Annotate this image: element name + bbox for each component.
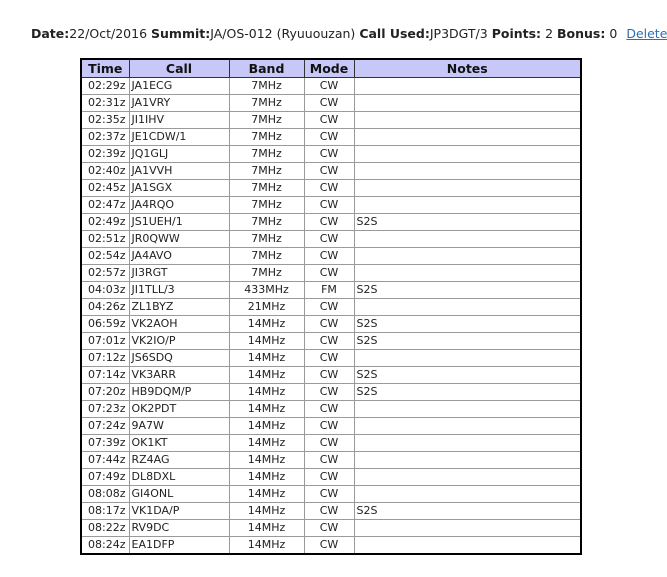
table-row bbox=[81, 469, 581, 486]
cell-band: 7MHz bbox=[229, 129, 304, 146]
cell-mode: CW bbox=[304, 146, 354, 163]
cell-time: 07:44z bbox=[81, 452, 129, 469]
cell-mode: CW bbox=[304, 95, 354, 112]
cell-call: RV9DC bbox=[129, 520, 229, 537]
cell-band: 14MHz bbox=[229, 367, 304, 384]
table-row bbox=[81, 350, 581, 367]
cell-band: 14MHz bbox=[229, 350, 304, 367]
cell-band: 7MHz bbox=[229, 265, 304, 282]
table-row bbox=[81, 299, 581, 316]
cell-time: 08:22z bbox=[81, 520, 129, 537]
table-row bbox=[81, 435, 581, 452]
cell-call: RZ4AG bbox=[129, 452, 229, 469]
cell-time: 07:39z bbox=[81, 435, 129, 452]
column-header-band: Band bbox=[229, 59, 304, 78]
cell-notes bbox=[354, 469, 581, 486]
cell-mode: CW bbox=[304, 469, 354, 486]
cell-notes bbox=[354, 112, 581, 129]
table-row bbox=[81, 231, 581, 248]
cell-time: 04:26z bbox=[81, 299, 129, 316]
cell-call: HB9DQM/P bbox=[129, 384, 229, 401]
column-header-call: Call bbox=[129, 59, 229, 78]
column-header-mode: Mode bbox=[304, 59, 354, 78]
cell-call: 9A7W bbox=[129, 418, 229, 435]
cell-notes: S2S bbox=[354, 384, 581, 401]
cell-notes bbox=[354, 520, 581, 537]
cell-mode: CW bbox=[304, 112, 354, 129]
table-row bbox=[81, 333, 581, 350]
date-value: 22/Oct/2016 bbox=[69, 26, 148, 41]
table-body bbox=[81, 78, 581, 555]
table-row bbox=[81, 282, 581, 299]
cell-call: OK1KT bbox=[129, 435, 229, 452]
cell-call: JS6SDQ bbox=[129, 350, 229, 367]
cell-mode: CW bbox=[304, 180, 354, 197]
cell-band: 7MHz bbox=[229, 180, 304, 197]
cell-mode: CW bbox=[304, 435, 354, 452]
bonus-label: Bonus: bbox=[557, 26, 606, 41]
table-row bbox=[81, 248, 581, 265]
cell-time: 02:47z bbox=[81, 197, 129, 214]
table-row bbox=[81, 129, 581, 146]
cell-band: 7MHz bbox=[229, 231, 304, 248]
cell-notes: S2S bbox=[354, 214, 581, 231]
cell-band: 433MHz bbox=[229, 282, 304, 299]
cell-notes bbox=[354, 78, 581, 95]
cell-call: EA1DFP bbox=[129, 537, 229, 555]
cell-notes bbox=[354, 435, 581, 452]
cell-time: 02:49z bbox=[81, 214, 129, 231]
cell-time: 07:23z bbox=[81, 401, 129, 418]
bonus-value: 0 bbox=[609, 26, 618, 41]
cell-notes bbox=[354, 401, 581, 418]
cell-notes: S2S bbox=[354, 282, 581, 299]
cell-time: 02:35z bbox=[81, 112, 129, 129]
cell-time: 07:14z bbox=[81, 367, 129, 384]
table-header-row bbox=[81, 59, 581, 78]
cell-notes bbox=[354, 163, 581, 180]
cell-mode: CW bbox=[304, 231, 354, 248]
cell-mode: CW bbox=[304, 486, 354, 503]
cell-call: JA1VVH bbox=[129, 163, 229, 180]
cell-call: OK2PDT bbox=[129, 401, 229, 418]
cell-time: 07:24z bbox=[81, 418, 129, 435]
cell-notes bbox=[354, 146, 581, 163]
cell-call: JA1VRY bbox=[129, 95, 229, 112]
cell-time: 07:20z bbox=[81, 384, 129, 401]
table-row bbox=[81, 180, 581, 197]
cell-band: 14MHz bbox=[229, 503, 304, 520]
cell-time: 02:39z bbox=[81, 146, 129, 163]
cell-band: 7MHz bbox=[229, 112, 304, 129]
date-label: Date: bbox=[31, 26, 70, 41]
points-value: 2 bbox=[545, 26, 554, 41]
cell-notes: S2S bbox=[354, 503, 581, 520]
cell-notes bbox=[354, 231, 581, 248]
table-row bbox=[81, 537, 581, 555]
cell-notes bbox=[354, 248, 581, 265]
cell-mode: CW bbox=[304, 214, 354, 231]
cell-band: 21MHz bbox=[229, 299, 304, 316]
cell-time: 08:17z bbox=[81, 503, 129, 520]
cell-band: 14MHz bbox=[229, 333, 304, 350]
cell-band: 14MHz bbox=[229, 435, 304, 452]
summit-label: Summit: bbox=[151, 26, 211, 41]
cell-call: DL8DXL bbox=[129, 469, 229, 486]
cell-mode: CW bbox=[304, 163, 354, 180]
cell-time: 08:24z bbox=[81, 537, 129, 555]
table-row bbox=[81, 503, 581, 520]
cell-notes bbox=[354, 180, 581, 197]
cell-mode: CW bbox=[304, 367, 354, 384]
cell-time: 02:45z bbox=[81, 180, 129, 197]
column-header-time: Time bbox=[81, 59, 129, 78]
cell-mode: CW bbox=[304, 265, 354, 282]
cell-time: 02:54z bbox=[81, 248, 129, 265]
cell-band: 14MHz bbox=[229, 486, 304, 503]
cell-band: 14MHz bbox=[229, 452, 304, 469]
cell-band: 7MHz bbox=[229, 95, 304, 112]
cell-time: 02:57z bbox=[81, 265, 129, 282]
table-row bbox=[81, 214, 581, 231]
cell-band: 14MHz bbox=[229, 418, 304, 435]
cell-mode: FM bbox=[304, 282, 354, 299]
cell-mode: CW bbox=[304, 401, 354, 418]
cell-band: 7MHz bbox=[229, 78, 304, 95]
cell-notes bbox=[354, 350, 581, 367]
cell-notes: S2S bbox=[354, 333, 581, 350]
table-row bbox=[81, 520, 581, 537]
table-row bbox=[81, 367, 581, 384]
cell-band: 14MHz bbox=[229, 520, 304, 537]
cell-mode: CW bbox=[304, 350, 354, 367]
cell-band: 14MHz bbox=[229, 316, 304, 333]
cell-time: 07:12z bbox=[81, 350, 129, 367]
cell-band: 7MHz bbox=[229, 146, 304, 163]
table-row bbox=[81, 78, 581, 95]
cell-time: 08:08z bbox=[81, 486, 129, 503]
cell-band: 7MHz bbox=[229, 197, 304, 214]
cell-call: JI1IHV bbox=[129, 112, 229, 129]
table-row bbox=[81, 384, 581, 401]
cell-call: VK1DA/P bbox=[129, 503, 229, 520]
cell-mode: CW bbox=[304, 333, 354, 350]
points-label: Points: bbox=[491, 26, 542, 41]
cell-time: 06:59z bbox=[81, 316, 129, 333]
cell-mode: CW bbox=[304, 248, 354, 265]
table-row bbox=[81, 452, 581, 469]
cell-call: JQ1GLJ bbox=[129, 146, 229, 163]
cell-call: GI4ONL bbox=[129, 486, 229, 503]
cell-time: 04:03z bbox=[81, 282, 129, 299]
table-row bbox=[81, 197, 581, 214]
cell-time: 07:01z bbox=[81, 333, 129, 350]
cell-call: JA4AVO bbox=[129, 248, 229, 265]
delete-link[interactable]: Delete bbox=[626, 26, 667, 41]
cell-time: 02:31z bbox=[81, 95, 129, 112]
cell-notes bbox=[354, 197, 581, 214]
cell-call: JS1UEH/1 bbox=[129, 214, 229, 231]
cell-call: ZL1BYZ bbox=[129, 299, 229, 316]
cell-mode: CW bbox=[304, 418, 354, 435]
cell-notes bbox=[354, 418, 581, 435]
cell-call: JE1CDW/1 bbox=[129, 129, 229, 146]
cell-time: 02:40z bbox=[81, 163, 129, 180]
cell-call: JA1SGX bbox=[129, 180, 229, 197]
cell-notes bbox=[354, 95, 581, 112]
cell-mode: CW bbox=[304, 537, 354, 555]
table-row bbox=[81, 418, 581, 435]
cell-notes bbox=[354, 299, 581, 316]
cell-mode: CW bbox=[304, 129, 354, 146]
activation-summary bbox=[31, 26, 667, 42]
table-row bbox=[81, 112, 581, 129]
cell-band: 14MHz bbox=[229, 537, 304, 555]
table-row bbox=[81, 486, 581, 503]
cell-mode: CW bbox=[304, 197, 354, 214]
cell-time: 02:29z bbox=[81, 78, 129, 95]
qso-log-table bbox=[80, 58, 582, 555]
cell-band: 14MHz bbox=[229, 469, 304, 486]
table-row bbox=[81, 95, 581, 112]
cell-mode: CW bbox=[304, 299, 354, 316]
cell-mode: CW bbox=[304, 452, 354, 469]
cell-notes bbox=[354, 265, 581, 282]
cell-call: JI3RGT bbox=[129, 265, 229, 282]
cell-band: 7MHz bbox=[229, 163, 304, 180]
cell-time: 02:37z bbox=[81, 129, 129, 146]
cell-band: 7MHz bbox=[229, 214, 304, 231]
cell-time: 07:49z bbox=[81, 469, 129, 486]
cell-notes bbox=[354, 537, 581, 555]
cell-notes bbox=[354, 129, 581, 146]
cell-call: VK2AOH bbox=[129, 316, 229, 333]
table-row bbox=[81, 401, 581, 418]
cell-call: VK2IO/P bbox=[129, 333, 229, 350]
cell-call: JR0QWW bbox=[129, 231, 229, 248]
cell-call: VK3ARR bbox=[129, 367, 229, 384]
cell-mode: CW bbox=[304, 503, 354, 520]
cell-call: JA4RQO bbox=[129, 197, 229, 214]
cell-notes: S2S bbox=[354, 316, 581, 333]
summit-value: JA/OS-012 (Ryuuouzan) bbox=[210, 26, 356, 41]
cell-call: JA1ECG bbox=[129, 78, 229, 95]
cell-mode: CW bbox=[304, 78, 354, 95]
cell-notes bbox=[354, 452, 581, 469]
cell-call: JI1TLL/3 bbox=[129, 282, 229, 299]
cell-notes: S2S bbox=[354, 367, 581, 384]
call-used-value: JP3DGT/3 bbox=[429, 26, 488, 41]
cell-band: 14MHz bbox=[229, 384, 304, 401]
cell-time: 02:51z bbox=[81, 231, 129, 248]
cell-band: 14MHz bbox=[229, 401, 304, 418]
cell-mode: CW bbox=[304, 520, 354, 537]
table-row bbox=[81, 316, 581, 333]
call-used-label: Call Used: bbox=[359, 26, 430, 41]
table-row bbox=[81, 163, 581, 180]
table-row bbox=[81, 146, 581, 163]
cell-mode: CW bbox=[304, 384, 354, 401]
table-row bbox=[81, 265, 581, 282]
cell-notes bbox=[354, 486, 581, 503]
cell-mode: CW bbox=[304, 316, 354, 333]
cell-band: 7MHz bbox=[229, 248, 304, 265]
column-header-notes: Notes bbox=[354, 59, 581, 78]
